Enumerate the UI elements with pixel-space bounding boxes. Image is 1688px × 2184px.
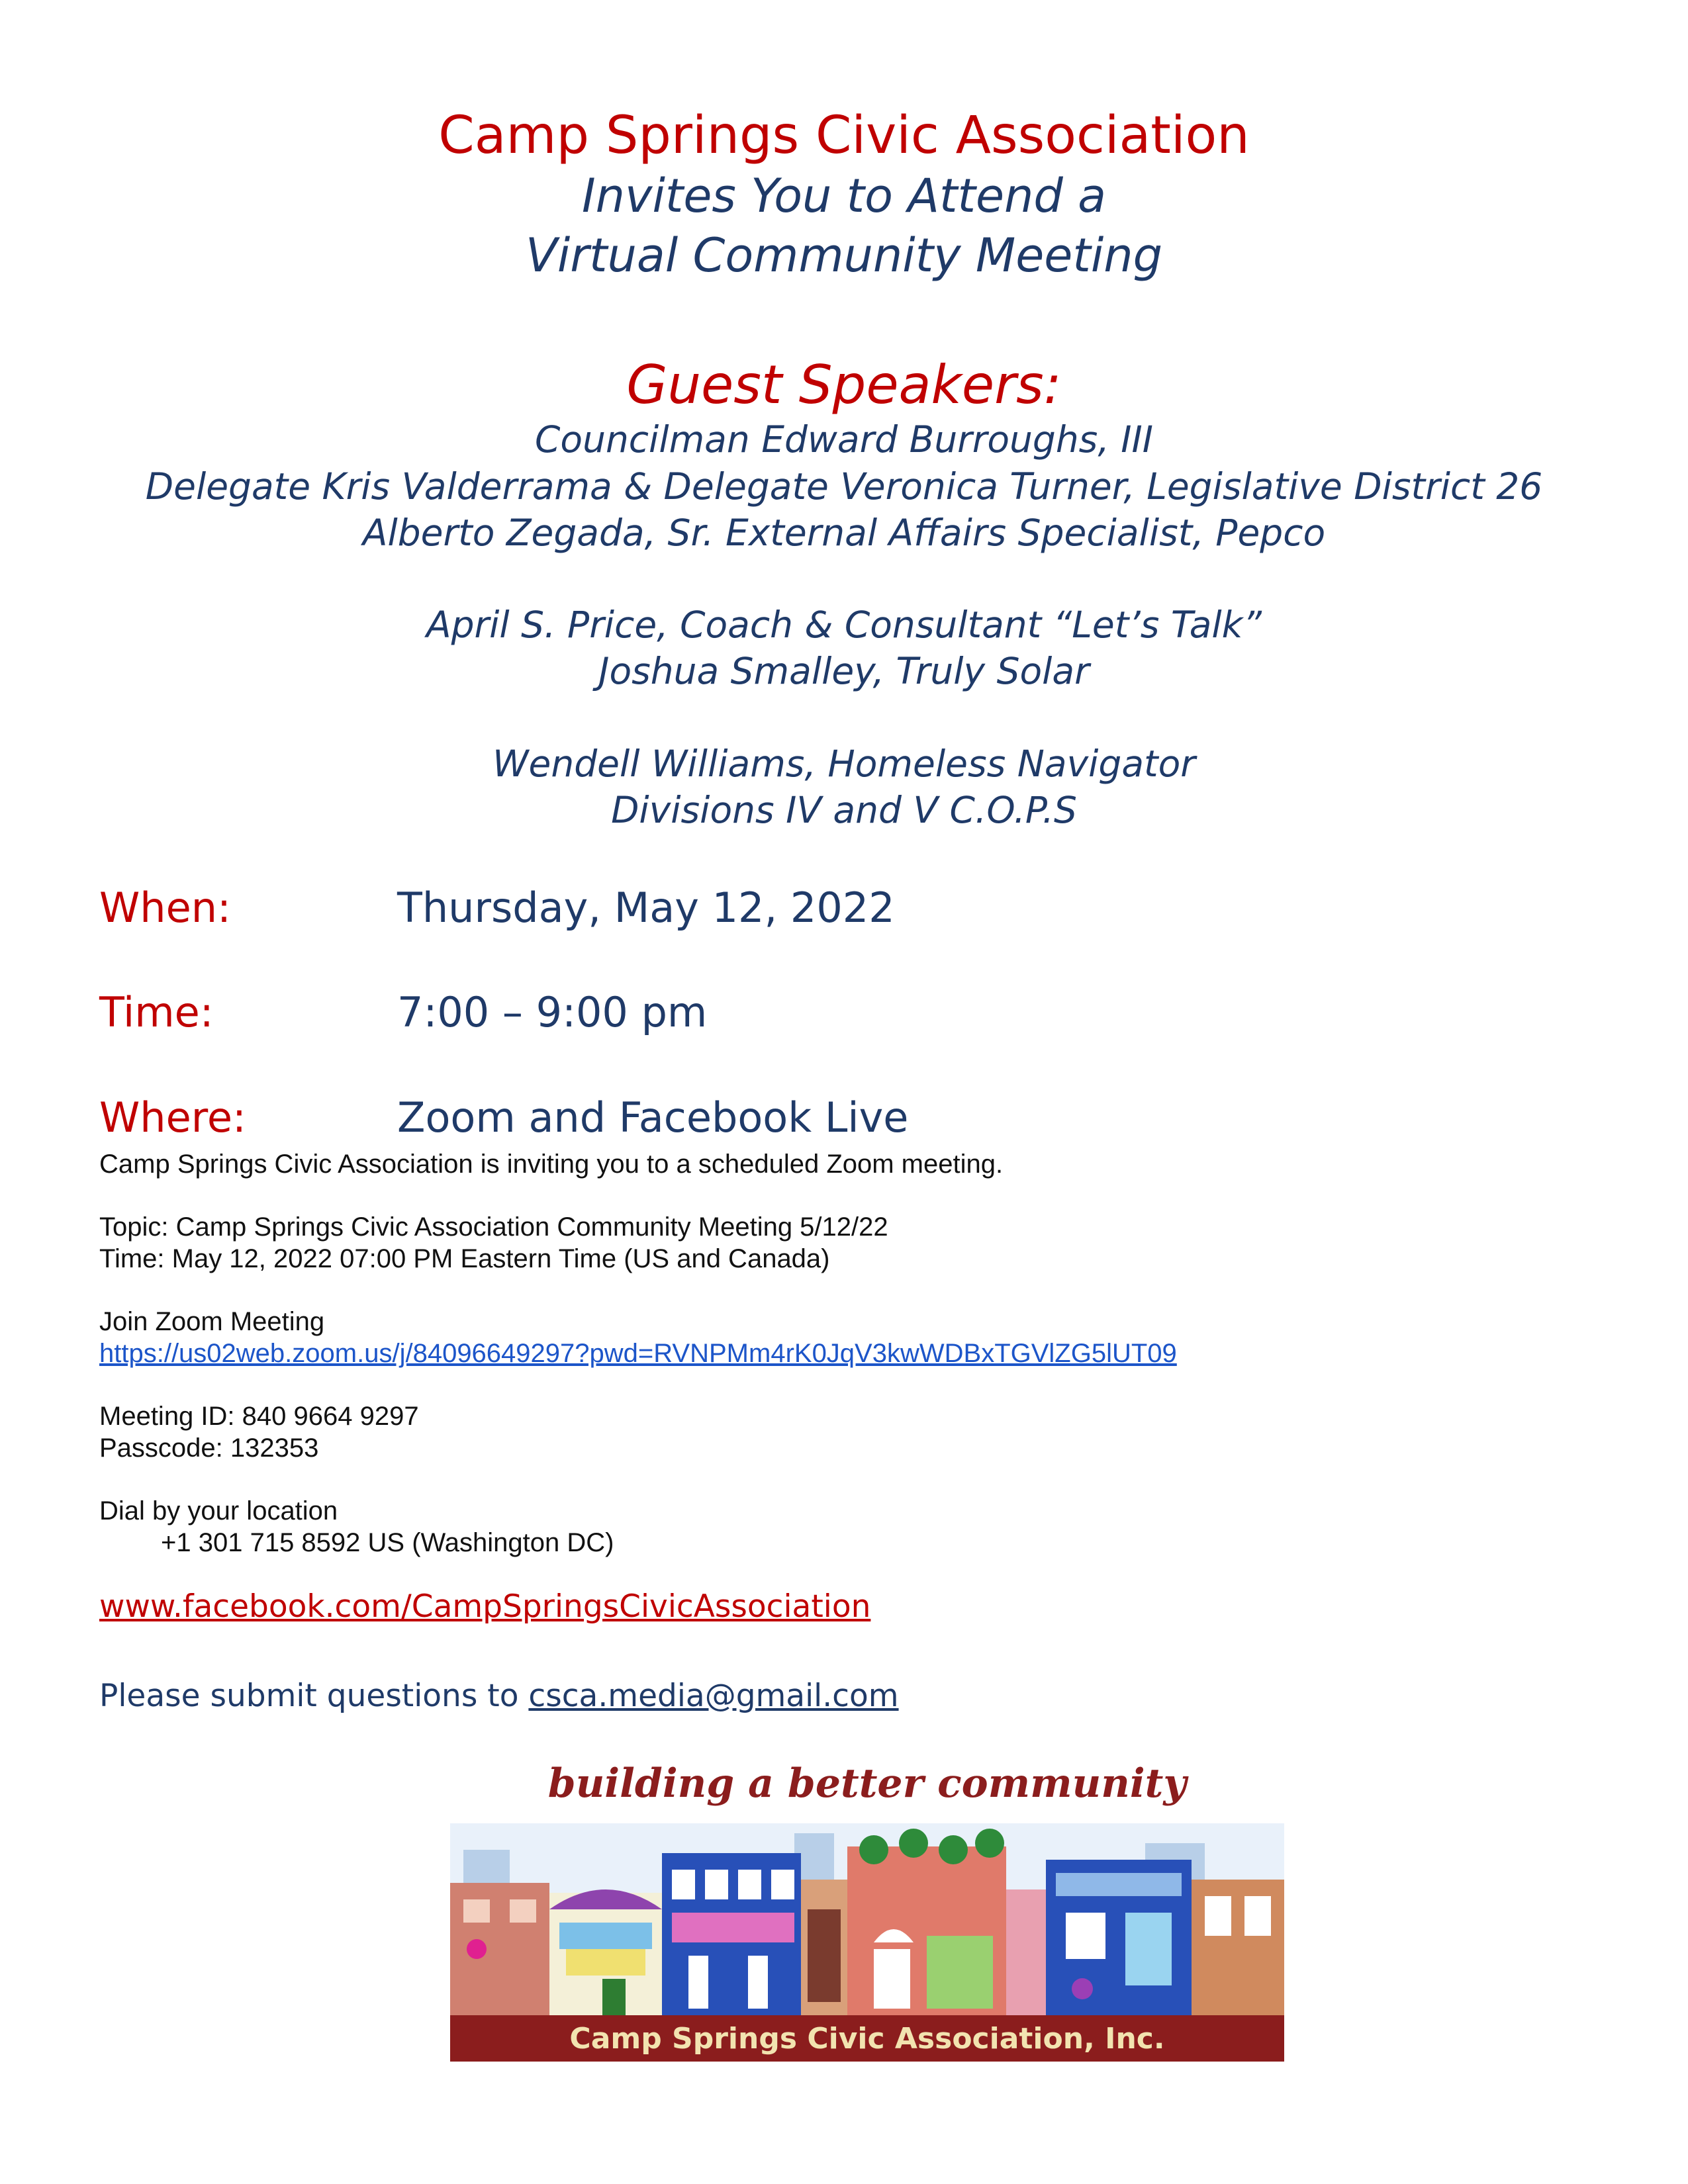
meeting-id: Meeting ID: 840 9664 9297 (99, 1402, 419, 1431)
questions-line (99, 1678, 899, 1714)
where-label: Where: (99, 1093, 246, 1142)
town-illustration (450, 1751, 1284, 2062)
guest-speakers-heading: Guest Speakers: (626, 354, 1062, 416)
speaker-line: Councilman Edward Burroughs, III (535, 418, 1153, 461)
time-value: 7:00 – 9:00 pm (397, 988, 708, 1036)
facebook-link[interactable]: www.facebook.com/CampSpringsCivicAssociation (99, 1588, 871, 1625)
where-value: Zoom and Facebook Live (397, 1093, 909, 1142)
zoom-invite-text: Camp Springs Civic Association is inviting you to a scheduled Zoom meeting. (99, 1150, 1004, 1179)
email-link[interactable]: csca.media@gmail.com (528, 1678, 899, 1714)
join-zoom-label: Join Zoom Meeting (99, 1307, 325, 1336)
zoom-join-link[interactable]: https://us02web.zoom.us/j/84096649297?pwd=RVNPMm4rK0JqV3kwWDBxTGVlZG5lUT09 (99, 1339, 1177, 1368)
speaker-line: Joshua Smalley, Truly Solar (598, 650, 1090, 692)
dial-number: +1 301 715 8592 US (Washington DC) (161, 1528, 614, 1557)
passcode: Passcode: 132353 (99, 1433, 319, 1463)
speaker-line: Delegate Kris Valderrama & Delegate Veronica Turner, Legislative District 26 (145, 465, 1543, 508)
speaker-line: Wendell Williams, Homeless Navigator (492, 743, 1196, 785)
logo-tagline: building a better community (547, 1760, 1187, 1807)
speaker-line: Divisions IV and V C.O.P.S (611, 789, 1077, 831)
zoom-time: Time: May 12, 2022 07:00 PM Eastern Time (US and Canada) (99, 1244, 830, 1273)
zoom-topic: Topic: Camp Springs Civic Association Community Meeting 5/12/22 (99, 1212, 888, 1242)
community-logo (450, 1751, 1284, 2062)
invite-line-2: Virtual Community Meeting (525, 228, 1163, 283)
questions-prefix: Please submit questions to (99, 1678, 529, 1714)
speaker-line: Alberto Zegada, Sr. External Affairs Specialist, Pepco (362, 512, 1326, 554)
when-value: Thursday, May 12, 2022 (397, 884, 895, 932)
invite-line-1: Invites You to Attend a (582, 169, 1106, 223)
org-title: Camp Springs Civic Association (438, 106, 1250, 165)
logo-banner-text: Camp Springs Civic Association, Inc. (569, 2022, 1165, 2056)
time-label: Time: (99, 988, 214, 1036)
speaker-line: April S. Price, Coach & Consultant “Let’s Talk” (426, 604, 1262, 646)
dial-label: Dial by your location (99, 1496, 338, 1525)
when-label: When: (99, 884, 231, 932)
